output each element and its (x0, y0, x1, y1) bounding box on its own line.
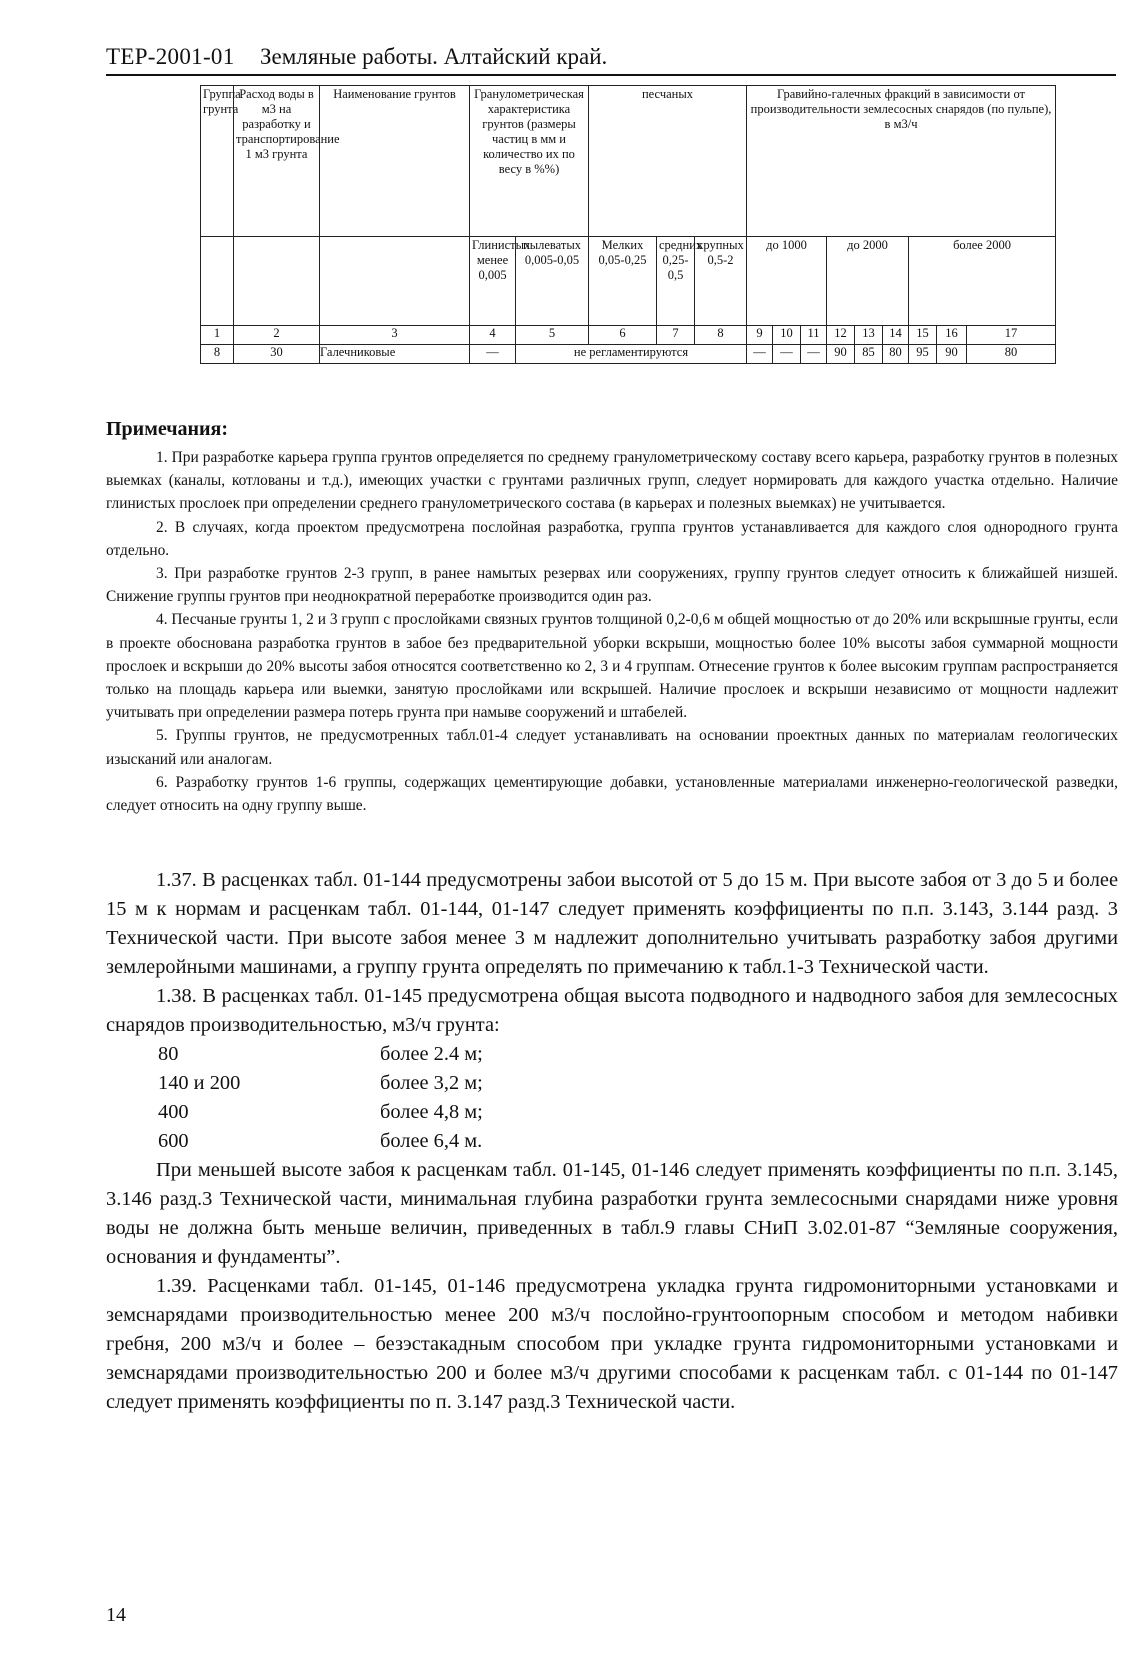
col-num: 17 (967, 326, 1056, 345)
column-numbers-row (201, 326, 1056, 345)
table-header-row (201, 86, 1056, 237)
col-num: 6 (589, 326, 657, 345)
col-num: 16 (937, 326, 967, 345)
list-value: более 6,4 м. (380, 1130, 483, 1152)
note-item: 3. При разработке грунтов 2-3 групп, в ранее намытых резервах или сооружениях, группу грунтов следует относить к ближайшей низшей. Снижение группы грунтов при неоднократной переработке производится один раз. (106, 565, 1118, 606)
list-value: более 3,2 м; (380, 1072, 483, 1094)
th-sandy: песчаных (589, 86, 747, 237)
capacity-list (106, 1040, 1118, 1156)
th-silt: пылеватых 0,005-0,05 (516, 237, 589, 326)
col-num: 4 (470, 326, 516, 345)
th-clay: Глинистых менее 0,005 (470, 237, 516, 326)
th-over-2000: более 2000 (909, 237, 1056, 326)
note-item: 4. Песчаные грунты 1, 2 и 3 групп с прослойками связных грунтов толщиной 0,2-0,6 м общей мощностью от до 20% или вскрышные грунты, если в проекте обоснована разработка грунтов в забое без предварительной уборки вскрыши, мощностью более 10% высоты забоя суммарной мощности прослоек и вскрыши до 20% высоты забоя относятся соответственно ко 2, 3 и 4 группам. Отнесение грунтов к более высоким группам распространяется только на площадь карьера или выемки, занятую прослойками или вскрышей. Наличие прослоек и вскрыши независимо от мощности надлежит учитывать при определении размера потерь грунта при намыве сооружений и штабелей. (106, 611, 1118, 722)
list-item (106, 1040, 1118, 1069)
note-item: 6. Разработку грунтов 1-6 группы, содержащих цементирующие добавки, установленные материалами инженерно-геологической разведки, следует относить на одну группу выше. (106, 773, 1118, 815)
th-medium: средних 0,25-0,5 (657, 237, 695, 326)
th-gravel-fractions: Гравийно-галечных фракций в зависимости от производительности землесосных снарядов (по пульпе), в м3/ч (747, 86, 1056, 237)
th-soil-name: Наименование грунтов (320, 86, 470, 237)
cell-not-regulated: не регламентируются (516, 345, 747, 364)
page-number: 14 (106, 1604, 126, 1626)
notes-heading: Примечания: (106, 418, 229, 440)
document-title: Земляные работы. Алтайский край. (260, 44, 608, 69)
col-num: 10 (773, 326, 801, 345)
list-key: 400 (158, 1101, 189, 1123)
paragraph-1-39: 1.39. Расценками табл. 01-145, 01-146 предусмотрена укладка грунта гидромониторными установками и земснарядами производительностью менее 200 м3/ч послойно-грунтоопорным способом и методом набивки гребня, 200 м3/ч и более – безэстакадным способом при укладке грунта гидромониторными установками и земснарядами производительностью 200 и более м3/ч другими способами к расценкам табл. с 01-144 по 01-147 следует применять коэффициенты по п. 3.147 разд.3 Технической части. (106, 1275, 1118, 1413)
cell-c14: 80 (883, 345, 909, 364)
th-coarse: крупных 0,5-2 (695, 237, 747, 326)
th-empty (320, 237, 470, 326)
list-value: более 2.4 м; (380, 1043, 483, 1065)
col-num: 15 (909, 326, 937, 345)
list-key: 600 (158, 1130, 189, 1152)
cell-c17: 80 (967, 345, 1056, 364)
paragraph-1-38-continued: При меньшей высоте забоя к расценкам табл. 01-145, 01-146 следует применять коэффициенты по п.п. 3.145, 3.146 разд.3 Технической части, минимальная глубина разработки грунта землесосными снарядами ниже уровня воды не должна быть меньше величин, приведенных в табл.9 главы СНиП 3.02.01-87 “Земляные сооружения, основания и фундаменты”. (106, 1159, 1118, 1268)
note-item: 1. При разработке карьера группа грунтов определяется по среднему гранулометрическому составу всего карьера, разработку грунтов в полезных выемках (каналы, котлованы и т.д.), имеющих участки с грунтами различных групп, следует нормировать для каждого участка отдельно. Наличие глинистых прослоек при определении среднего гранулометрического состава (в карьерах и полезных выемках) не учитывается. (106, 449, 1118, 513)
list-item (106, 1069, 1118, 1098)
col-num: 11 (801, 326, 827, 345)
col-num: 7 (657, 326, 695, 345)
note-item: 2. В случаях, когда проектом предусмотрена послойная разработка, группа грунтов устанавливается для каждого слоя однородного грунта отдельно. (106, 518, 1118, 559)
cell-c15: 95 (909, 345, 937, 364)
col-num: 2 (234, 326, 320, 345)
list-key: 140 и 200 (158, 1072, 241, 1094)
list-item (106, 1127, 1118, 1156)
th-granulometric: Гранулометрическая характеристика грунтов (размеры частиц в мм и количество их по весу в %%) (470, 86, 589, 237)
th-up-to-1000: до 1000 (747, 237, 827, 326)
cell-c12: 90 (827, 345, 855, 364)
col-num: 5 (516, 326, 589, 345)
cell-c9: — (747, 345, 773, 364)
th-water-consumption: Расход воды в м3 на разработку и транспортирование 1 м3 грунта (234, 86, 320, 237)
col-num: 12 (827, 326, 855, 345)
cell-group: 8 (201, 345, 234, 364)
cell-c16: 90 (937, 345, 967, 364)
main-text (106, 866, 1118, 1417)
th-soil-group: Группа грунта (201, 86, 234, 237)
table-subheader-row (201, 237, 1056, 326)
cell-water: 30 (234, 345, 320, 364)
paragraph-1-37: 1.37. В расценках табл. 01-144 предусмотрены забои высотой от 5 до 15 м. При высоте забоя от 3 до 5 и более 15 м к нормам и расценкам табл. 01-144, 01-147 следует применять коэффициенты по п.п. 3.143, 3.144 разд. 3 Технической части. При высоте забоя менее 3 м надлежит дополнительно учитывать разработку забоя другими землеройными машинами, а группу грунта определять по примечанию к табл.1-3 Технической части. (106, 869, 1118, 978)
paragraph-1-38: 1.38. В расценках табл. 01-145 предусмотрена общая высота подводного и надводного забоя для землесосных снарядов производительностью, м3/ч грунта: (106, 985, 1118, 1036)
table-row (201, 345, 1056, 364)
col-num: 13 (855, 326, 883, 345)
notes-block (106, 446, 1118, 817)
cell-c11: — (801, 345, 827, 364)
note-item: 5. Группы грунтов, не предусмотренных табл.01-4 следует устанавливать на основании проектных данных по материалам геологических изысканий или аналогам. (106, 727, 1118, 768)
soil-groups-table (200, 85, 1056, 364)
col-num: 3 (320, 326, 470, 345)
th-up-to-2000: до 2000 (827, 237, 909, 326)
col-num: 8 (695, 326, 747, 345)
col-num: 1 (201, 326, 234, 345)
cell-c13: 85 (855, 345, 883, 364)
th-empty (234, 237, 320, 326)
cell-soil-name: Галечниковые (320, 345, 470, 364)
list-item (106, 1098, 1118, 1127)
running-header (106, 40, 1116, 76)
th-empty (201, 237, 234, 326)
th-fine: Мелких 0,05-0,25 (589, 237, 657, 326)
cell-dash: — (470, 345, 516, 364)
col-num: 14 (883, 326, 909, 345)
list-key: 80 (158, 1043, 179, 1065)
cell-c10: — (773, 345, 801, 364)
col-num: 9 (747, 326, 773, 345)
list-value: более 4,8 м; (380, 1101, 483, 1123)
document-code: ТЕР-2001-01 (106, 44, 235, 69)
